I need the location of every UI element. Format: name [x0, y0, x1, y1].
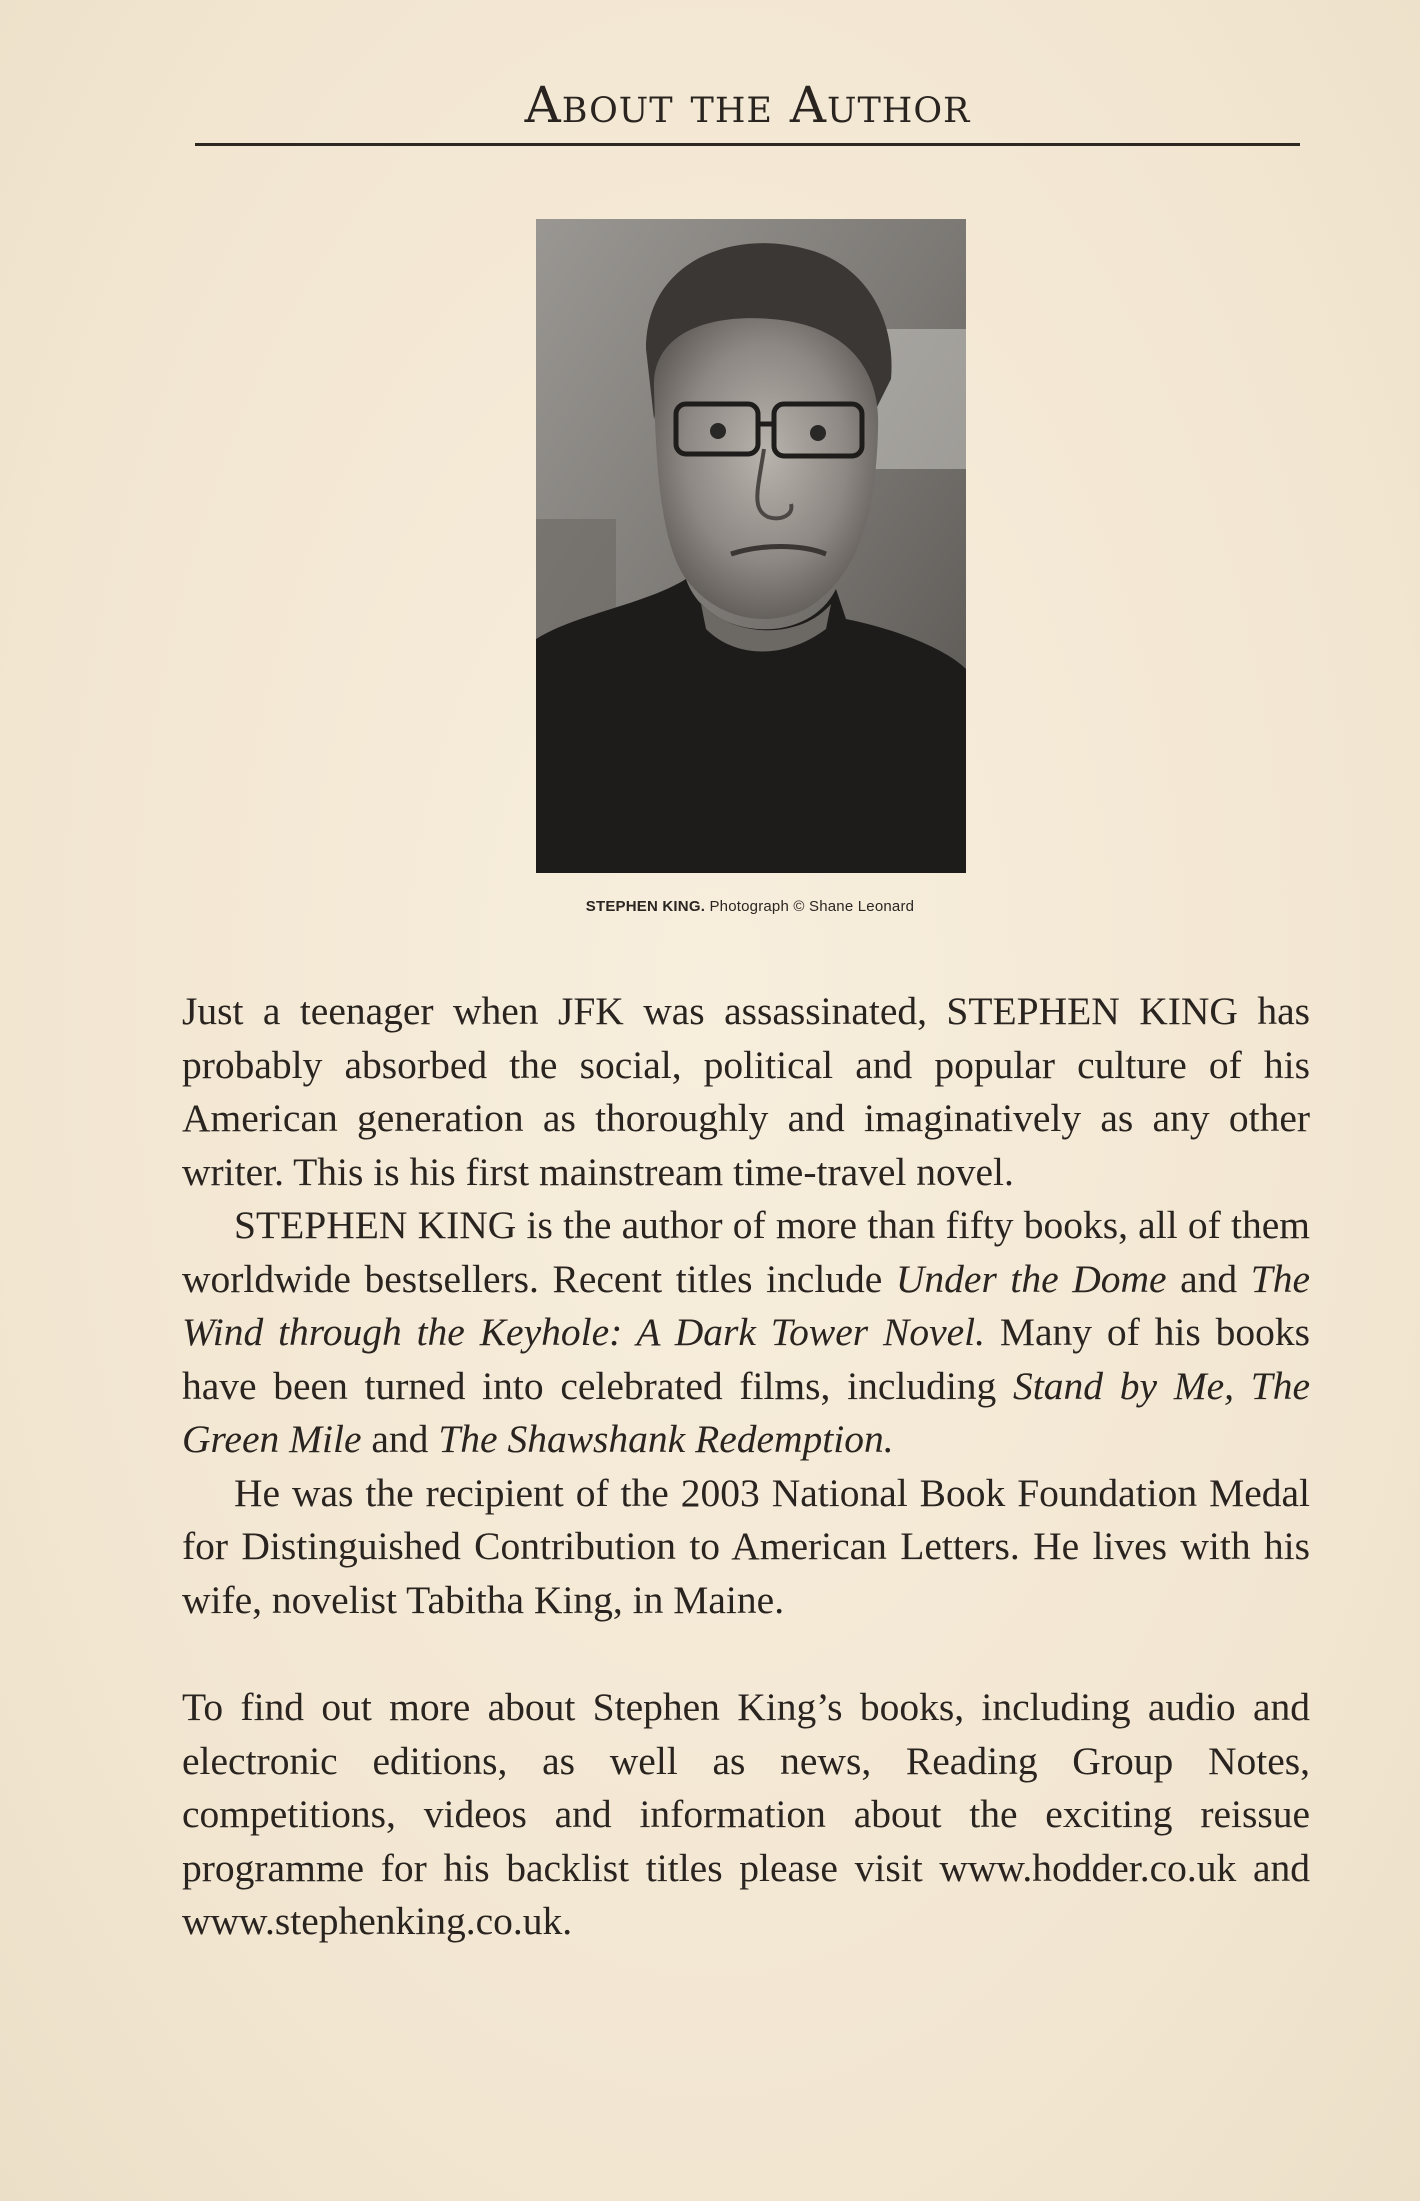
bio-paragraph-3: He was the recipient of the 2003 National Book Foundation Medal for Distinguished Contribution to American Letters. He lives with his wife, novelist Tabitha King, in Maine. — [182, 1470, 1310, 1622]
author-photo — [536, 219, 966, 873]
more-info-paragraph: To find out more about Stephen King’s books, including audio and electronic editions, as well as news, Reading Group Notes, competitions, videos and information about the exciting reissue programme for his backlist titles please visit www.hodder.co.uk and www.stephenking.co.uk. — [182, 1685, 1310, 1943]
author-portrait-image — [536, 219, 966, 873]
film-title-shawshank: The Shawshank Redemption. — [438, 1417, 894, 1461]
film-titles-stand-by-me-green-mile: Stand by Me, The Green Mile — [182, 1363, 1310, 1461]
book-title-wind-through-keyhole: The Wind through the Keyhole: A Dark Tower Novel. — [182, 1256, 1310, 1354]
bio-paragraph-2-text-a: STEPHEN KING is the author of more than fifty books, all of them worldwide bestsellers. Recent titles include — [182, 1203, 1310, 1301]
heading-rule — [195, 143, 1300, 146]
bio-paragraph-2-text-b: and — [1166, 1256, 1251, 1301]
book-title-under-the-dome: Under the Dome — [895, 1256, 1167, 1301]
bio-paragraph-2-text-d: and — [361, 1417, 439, 1461]
page-heading: About the Author — [524, 76, 971, 134]
bio-paragraph-1: Just a teenager when JFK was assassinated, STEPHEN KING has probably absorbed the social, political and popular culture of his American generation as thoroughly and imaginatively as any other writer. This is his first mainstream time-travel novel. — [182, 989, 1310, 1194]
bio-paragraph-2 — [182, 1199, 1310, 1467]
bio-paragraph-2-text-c: Many of his books have been turned into celebrated films, including — [182, 1310, 1310, 1408]
photo-caption — [400, 898, 1100, 915]
caption-credit: Photograph © Shane Leonard — [709, 898, 915, 915]
caption-name: STEPHEN KING. — [585, 898, 706, 915]
author-bio — [182, 985, 1310, 1949]
